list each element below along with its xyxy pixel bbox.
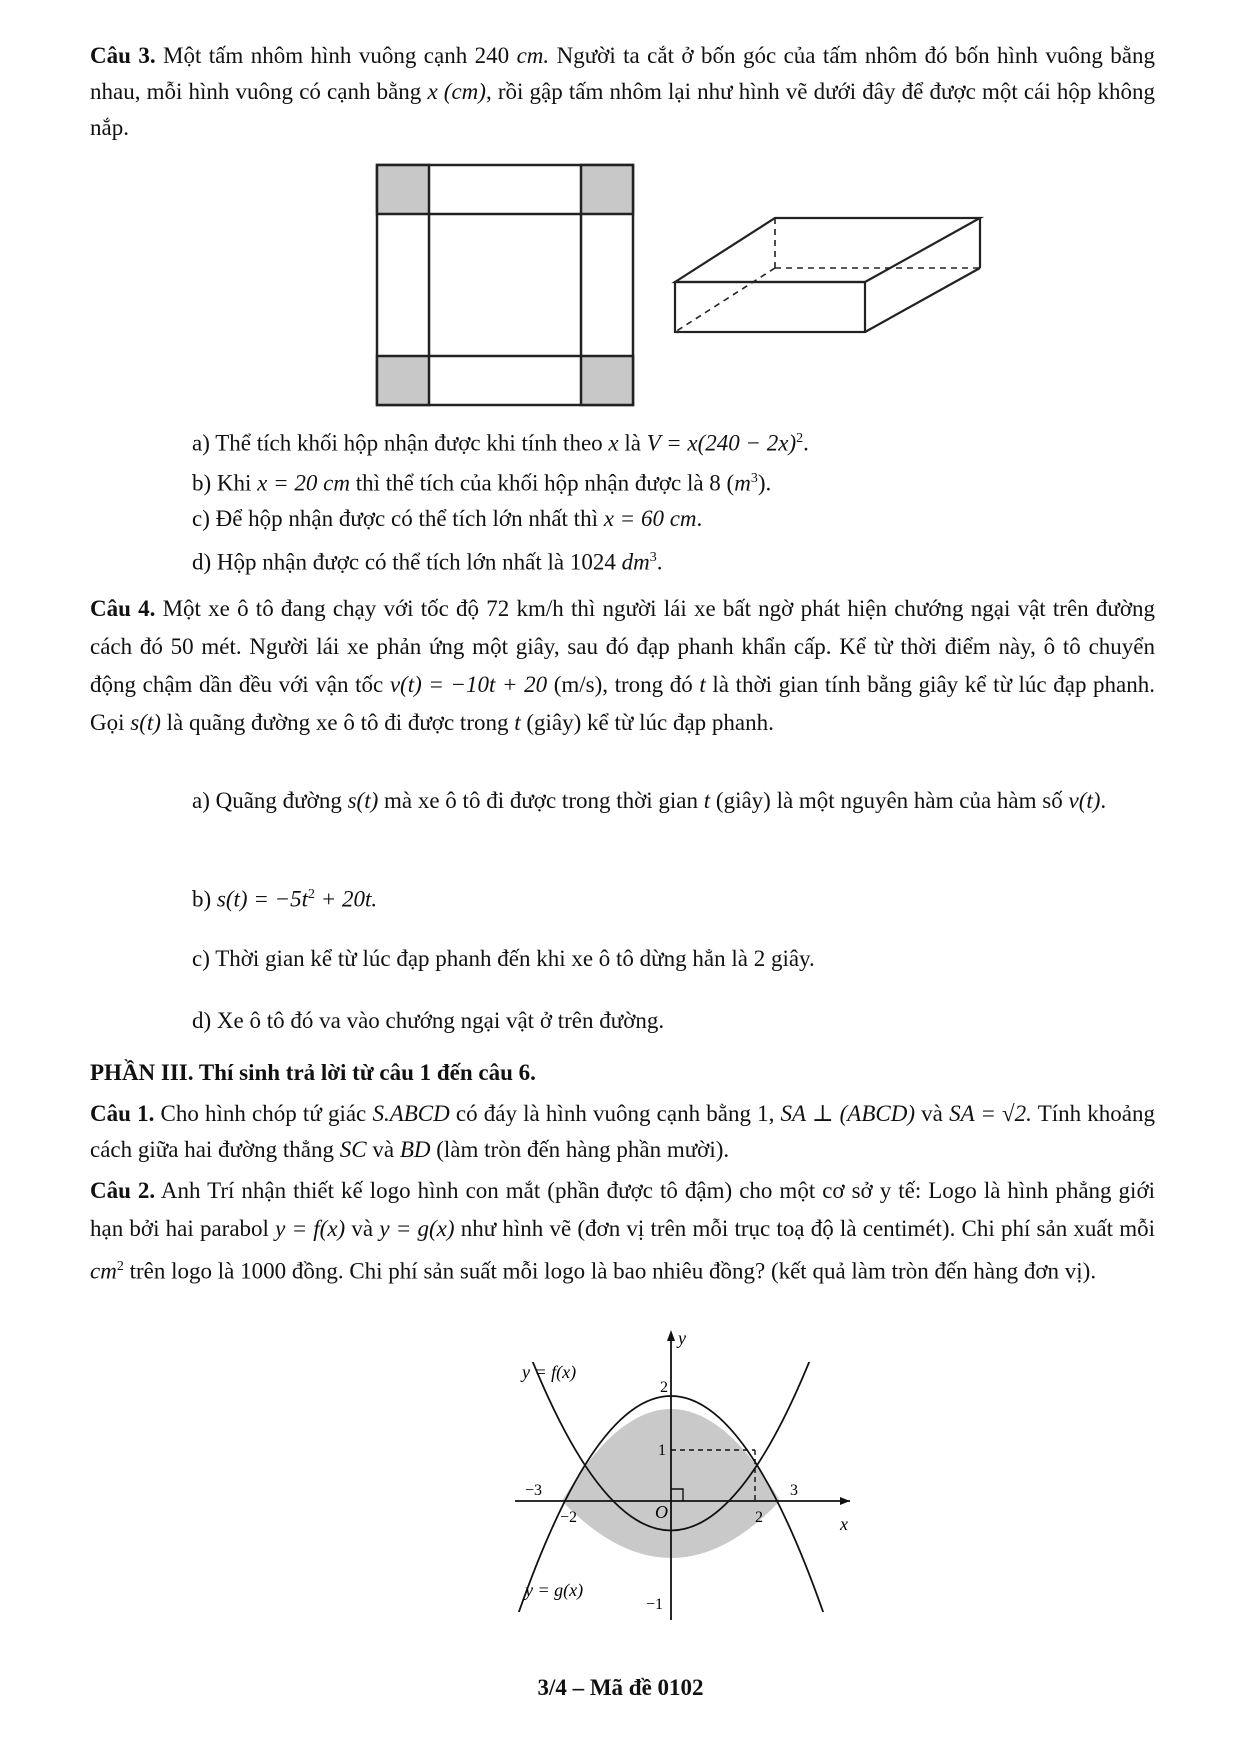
- tick-x-neg3: −3: [525, 1482, 543, 1499]
- part3-q1-paragraph: Câu 1. Cho hình chóp tứ giác S.ABCD có đáy là hình vuông cạnh bằng 1, SA ⊥ (ABCD) và SA = √2. Tính khoảng cách giữa hai đường thẳng SC và BD (làm tròn đến hàng phần mười).: [90, 1101, 1156, 1162]
- page-footer: 3/4 – Mã đề 0102: [537, 1675, 704, 1700]
- corner-square-tr: [581, 165, 633, 214]
- part3-q2-label: Câu 2.: [90, 1178, 156, 1203]
- q4-label: Câu 4.: [90, 596, 156, 621]
- tick-y-1: 1: [658, 1442, 666, 1459]
- q4-option-b: b) $s(t) = -5t^2 + 20t$.: [192, 886, 378, 912]
- part3-q2-paragraph: Câu 2. Anh Trí nhận thiết kế logo hình con mắt (phần được tô đậm) cho một cơ sở y tế: Logo là hình phẳng giới hạn bởi hai parabol y = f(x) và y = g(x) như hình vẽ (đơn vị trên mỗi trục toạ độ là centimét). Chi phí sản xuất mỗi $cm^2$ trên logo là 1000 đồng. Chi phí sản suất mỗi logo là bao nhiêu đồng? (kết quả làm tròn đến hàng đơn vị).: [90, 1178, 1156, 1284]
- q3-option-b: b) Khi x = 20 cm thì thể tích của khối hộp nhận được là 8 $(m^3)$.: [192, 470, 772, 496]
- q3-text-2: Người ta cắt ở bốn góc của tấm nhôm đó bốn hình vuông bằng nhau, mỗi hình vuông có cạnh bằng: [90, 43, 1155, 104]
- q3-var-x: x: [427, 79, 438, 104]
- g-label: y = g(x): [525, 1580, 584, 1600]
- q3-text-3: , rồi gập tấm nhôm lại như hình vẽ dưới đây để được một cái hộp không nắp.: [90, 79, 1155, 140]
- tick-x-3: 3: [790, 1482, 798, 1499]
- corner-square-bl: [377, 356, 429, 405]
- q4-option-a: a) Quãng đường s(t) mà xe ô tô đi được trong thời gian t (giây) là một nguyên hàm của hàm số v(t).: [192, 788, 1107, 813]
- q3-label: Câu 3.: [90, 43, 156, 68]
- q3-text-1: Một tấm nhôm hình vuông cạnh 240: [155, 43, 517, 68]
- q3-option-d: d) Hộp nhận được có thể tích lớn nhất là 1024 $dm^3$.: [192, 549, 663, 575]
- part3-heading: PHẦN III. Thí sinh trả lời từ câu 1 đến câu 6.: [90, 1060, 536, 1085]
- tick-y-neg1: −1: [646, 1596, 664, 1613]
- q4-option-c: c) Thời gian kể từ lúc đạp phanh đến khi xe ô tô dừng hẳn là 2 giây.: [192, 946, 815, 971]
- q3-option-a: a) Thể tích khối hộp nhận được khi tính theo x là $V = x(240 - 2x)^2$.: [192, 430, 809, 456]
- q3-option-c: c) Để hộp nhận được có thể tích lớn nhất thì x = 60 cm.: [192, 506, 703, 531]
- q3-unit: cm.: [516, 43, 550, 68]
- part3-q1-label: Câu 1.: [90, 1101, 155, 1126]
- q3-paragraph: [90, 38, 1155, 146]
- q3-unit-paren: (cm): [437, 79, 486, 104]
- tick-x-2: 2: [755, 1509, 763, 1526]
- tick-y-2: 2: [660, 1379, 668, 1396]
- f-label: y = f(x): [522, 1362, 577, 1382]
- tick-x-neg2: −2: [560, 1509, 578, 1526]
- x-axis-label: x: [840, 1514, 848, 1534]
- corner-square-tl: [377, 165, 429, 214]
- origin-label: O: [655, 1502, 668, 1522]
- q4-option-d: d) Xe ô tô đó va vào chướng ngại vật ở trên đường.: [192, 1008, 665, 1033]
- box-figure: [670, 210, 990, 340]
- q4-paragraph: Câu 4. Một xe ô tô đang chạy với tốc độ 72 km/h thì người lái xe bất ngờ phát hiện chướng ngại vật trên đường cách đó 50 mét. Người lái xe phản ứng một giây, sau đó đạp phanh khẩn cấp. Kể từ thời điểm này, ô tô chuyển động chậm dần đều với vận tốc v(t) = −10t + 20 (m/s), trong đó t là thời gian tính bằng giây kể từ lúc đạp phanh. Gọi s(t) là quãng đường xe ô tô đi được trong t (giây) kể từ lúc đạp phanh.: [90, 596, 1156, 735]
- eye-logo-graph: [500, 1322, 860, 1622]
- sheet-figure: [370, 162, 640, 412]
- y-axis-label: y: [678, 1328, 686, 1348]
- corner-square-br: [581, 356, 633, 405]
